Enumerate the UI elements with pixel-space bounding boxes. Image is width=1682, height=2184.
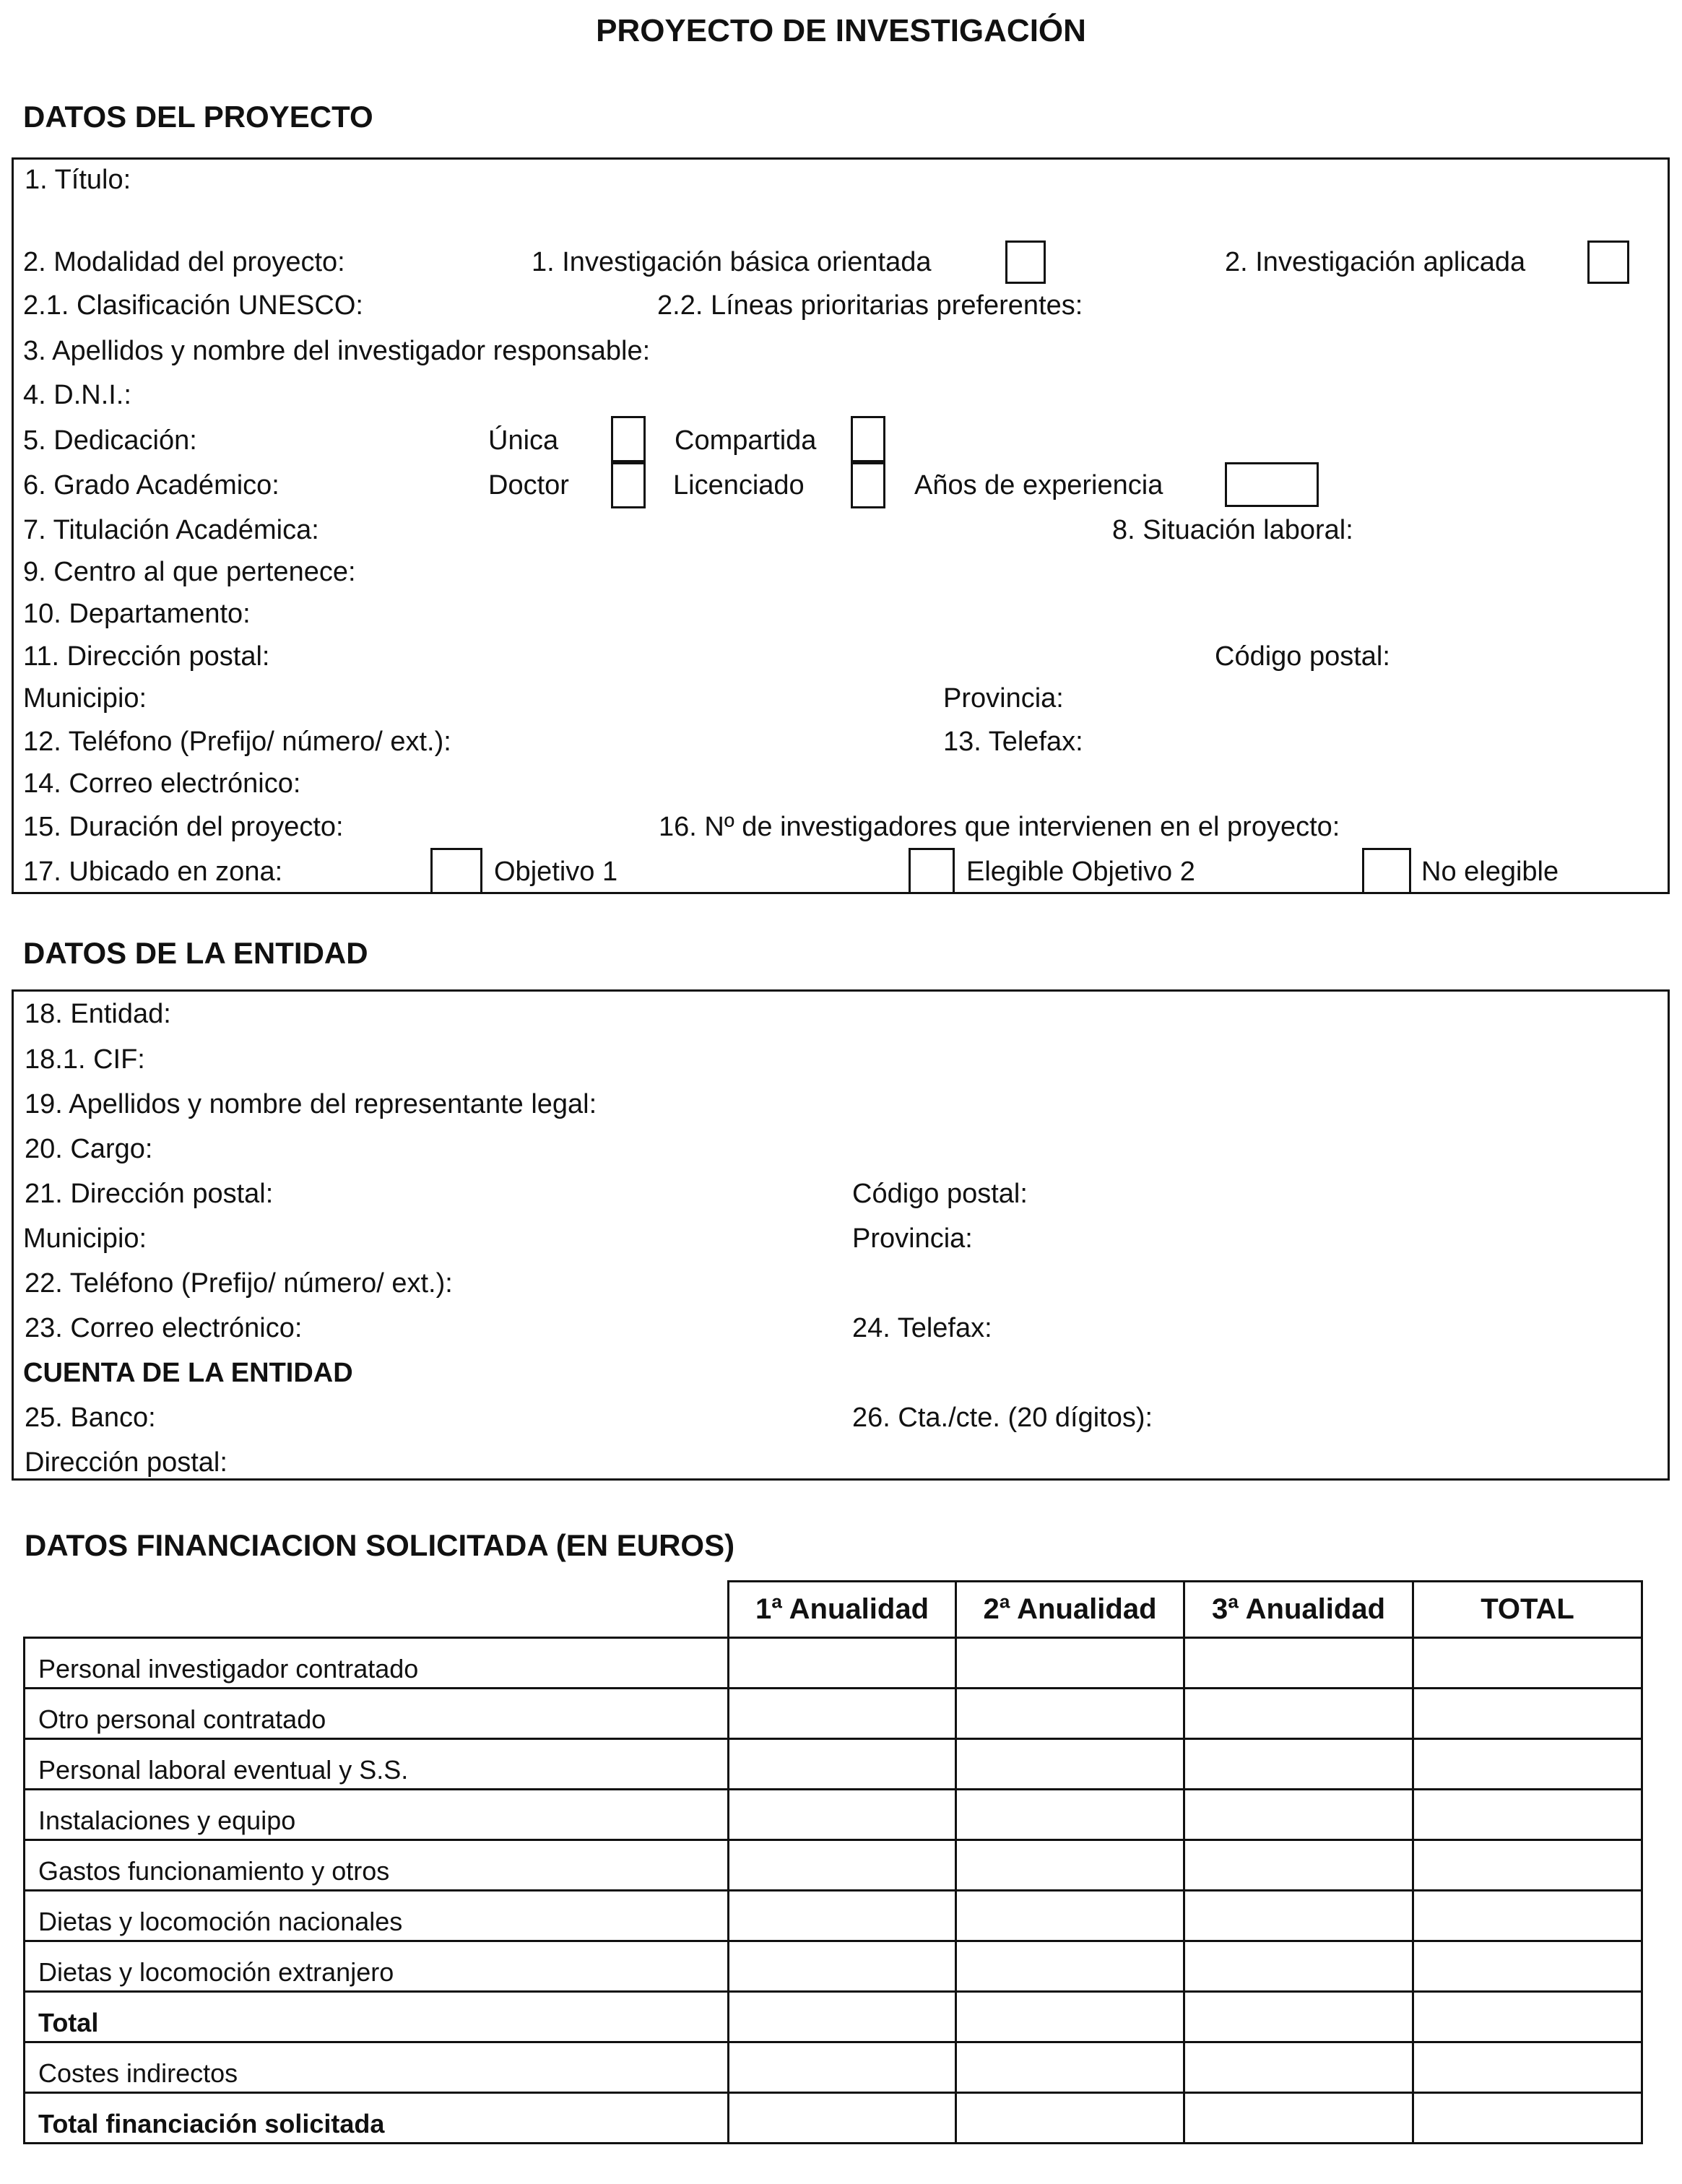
column-header: 2ª Anualidad	[956, 1582, 1184, 1638]
option-no-elegible-label: No elegible	[1421, 857, 1559, 887]
amount-cell[interactable]	[1184, 1840, 1413, 1891]
page-title: PROYECTO DE INVESTIGACIÓN	[596, 13, 1086, 48]
amount-cell[interactable]	[729, 1739, 956, 1790]
amount-cell[interactable]	[1184, 1941, 1413, 1992]
checkbox-objetivo1[interactable]	[430, 848, 482, 894]
option-unica-label: Única	[488, 425, 559, 456]
field-telefono[interactable]: 12. Teléfono (Prefijo/ número/ ext.):	[23, 727, 451, 757]
checkbox-doctor[interactable]	[611, 462, 646, 508]
field-entidad-direccion[interactable]: 21. Dirección postal:	[25, 1179, 274, 1209]
field-titulo[interactable]: 1. Título:	[25, 165, 131, 195]
header-blank	[25, 1582, 729, 1638]
table-row	[25, 1992, 1642, 2042]
checkbox-basica[interactable]	[1005, 240, 1046, 284]
field-titulacion[interactable]: 7. Titulación Académica:	[23, 515, 319, 545]
field-correo[interactable]: 14. Correo electrónico:	[23, 768, 301, 799]
financiacion-table	[23, 1580, 1643, 2144]
amount-cell[interactable]	[1184, 1891, 1413, 1941]
checkbox-licenciado[interactable]	[851, 462, 885, 508]
row-label: Costes indirectos	[25, 2042, 729, 2093]
field-duracion[interactable]: 15. Duración del proyecto:	[23, 812, 344, 842]
amount-cell[interactable]	[956, 1840, 1184, 1891]
amount-cell[interactable]	[956, 1992, 1184, 2042]
field-modalidad: 2. Modalidad del proyecto:	[23, 247, 345, 277]
row-label: Otro personal contratado	[25, 1689, 729, 1739]
amount-cell[interactable]	[1413, 1638, 1642, 1689]
checkbox-unica[interactable]	[611, 416, 646, 462]
table-row	[25, 1638, 1642, 1689]
field-num-investigadores[interactable]: 16. Nº de investigadores que intervienen en el proyecto:	[659, 812, 1340, 842]
amount-cell[interactable]	[1413, 1790, 1642, 1840]
amount-cell[interactable]	[956, 1739, 1184, 1790]
option-compartida-label: Compartida	[675, 425, 817, 456]
amount-cell[interactable]	[1413, 2042, 1642, 2093]
amount-cell[interactable]	[1413, 1941, 1642, 1992]
option-basica-label: 1. Investigación básica orientada	[532, 247, 932, 277]
field-entidad-provincia[interactable]: Provincia:	[852, 1223, 973, 1254]
amount-cell[interactable]	[1413, 1992, 1642, 2042]
row-label: Personal laboral eventual y S.S.	[25, 1739, 729, 1790]
amount-cell[interactable]	[956, 1689, 1184, 1739]
field-provincia[interactable]: Provincia:	[943, 683, 1064, 714]
table-row	[25, 1689, 1642, 1739]
field-banco[interactable]: 25. Banco:	[25, 1403, 156, 1433]
amount-cell[interactable]	[729, 1689, 956, 1739]
amount-cell[interactable]	[956, 2042, 1184, 2093]
amount-cell[interactable]	[729, 1891, 956, 1941]
amount-cell[interactable]	[1413, 2093, 1642, 2144]
input-anios-experiencia[interactable]	[1225, 462, 1319, 507]
cuenta-heading: CUENTA DE LA ENTIDAD	[23, 1358, 353, 1388]
amount-cell[interactable]	[1413, 1739, 1642, 1790]
field-cargo[interactable]: 20. Cargo:	[25, 1134, 153, 1164]
table-row	[25, 2042, 1642, 2093]
field-anios-label: Años de experiencia	[914, 470, 1163, 500]
amount-cell[interactable]	[1184, 1790, 1413, 1840]
row-label: Dietas y locomoción extranjero	[25, 1941, 729, 1992]
field-cif[interactable]: 18.1. CIF:	[25, 1044, 145, 1075]
row-label-total: Total	[25, 1992, 729, 2042]
entidad-frame	[12, 989, 1670, 1481]
field-telefax[interactable]: 13. Telefax:	[943, 727, 1083, 757]
field-entidad-codigo-postal[interactable]: Código postal:	[852, 1179, 1028, 1209]
amount-cell[interactable]	[1184, 2042, 1413, 2093]
table-row	[25, 2093, 1642, 2144]
amount-cell[interactable]	[956, 1638, 1184, 1689]
column-header: 3ª Anualidad	[1184, 1582, 1413, 1638]
option-objetivo2-label: Elegible Objetivo 2	[966, 857, 1195, 887]
field-entidad-correo[interactable]: 23. Correo electrónico:	[25, 1313, 303, 1343]
field-grado: 6. Grado Académico:	[23, 470, 279, 500]
row-label: Dietas y locomoción nacionales	[25, 1891, 729, 1941]
option-objetivo1-label: Objetivo 1	[494, 857, 618, 887]
amount-cell[interactable]	[729, 1840, 956, 1891]
field-cta[interactable]: 26. Cta./cte. (20 dígitos):	[852, 1403, 1153, 1433]
field-entidad-telefono[interactable]: 22. Teléfono (Prefijo/ número/ ext.):	[25, 1268, 453, 1299]
field-apellidos[interactable]: 3. Apellidos y nombre del investigador responsable:	[23, 336, 651, 366]
option-doctor-label: Doctor	[488, 470, 569, 500]
amount-cell[interactable]	[1184, 1739, 1413, 1790]
field-unesco[interactable]: 2.1. Clasificación UNESCO:	[23, 290, 363, 321]
table-row	[25, 1840, 1642, 1891]
table-row	[25, 1790, 1642, 1840]
amount-cell[interactable]	[956, 1790, 1184, 1840]
amount-cell[interactable]	[729, 1638, 956, 1689]
field-departamento[interactable]: 10. Departamento:	[23, 599, 251, 629]
row-label: Personal investigador contratado	[25, 1638, 729, 1689]
field-codigo-postal[interactable]: Código postal:	[1215, 641, 1390, 672]
amount-cell[interactable]	[1184, 1638, 1413, 1689]
table-row	[25, 1941, 1642, 1992]
column-header: TOTAL	[1413, 1582, 1642, 1638]
amount-cell[interactable]	[1413, 1840, 1642, 1891]
field-municipio[interactable]: Municipio:	[23, 683, 147, 714]
amount-cell[interactable]	[1184, 1689, 1413, 1739]
section-heading-entidad: DATOS DE LA ENTIDAD	[23, 936, 368, 970]
field-lineas[interactable]: 2.2. Líneas prioritarias preferentes:	[657, 290, 1083, 321]
table-header-row	[25, 1582, 1642, 1638]
field-ubicado: 17. Ubicado en zona:	[23, 857, 283, 887]
amount-cell[interactable]	[1413, 1891, 1642, 1941]
amount-cell[interactable]	[956, 2093, 1184, 2144]
checkbox-aplicada[interactable]	[1587, 240, 1629, 284]
field-dni[interactable]: 4. D.N.I.:	[23, 380, 131, 410]
checkbox-compartida[interactable]	[851, 416, 885, 462]
amount-cell[interactable]	[729, 1992, 956, 2042]
field-centro[interactable]: 9. Centro al que pertenece:	[23, 557, 356, 587]
checkbox-objetivo2[interactable]	[909, 848, 955, 894]
amount-cell[interactable]	[1184, 2093, 1413, 2144]
option-licenciado-label: Licenciado	[673, 470, 805, 500]
row-label-total-financiacion: Total financiación solicitada	[25, 2093, 729, 2144]
table-row	[25, 1891, 1642, 1941]
field-representante[interactable]: 19. Apellidos y nombre del representante legal:	[25, 1089, 597, 1119]
checkbox-no-elegible[interactable]	[1362, 848, 1411, 894]
field-situacion[interactable]: 8. Situación laboral:	[1112, 515, 1353, 545]
column-header: 1ª Anualidad	[729, 1582, 956, 1638]
amount-cell[interactable]	[729, 1941, 956, 1992]
field-dedicacion: 5. Dedicación:	[23, 425, 197, 456]
field-direccion[interactable]: 11. Dirección postal:	[23, 641, 270, 672]
amount-cell[interactable]	[729, 2042, 956, 2093]
row-label: Gastos funcionamiento y otros	[25, 1840, 729, 1891]
amount-cell[interactable]	[1413, 1689, 1642, 1739]
field-banco-direccion[interactable]: Dirección postal:	[25, 1447, 227, 1478]
field-entidad[interactable]: 18. Entidad:	[25, 999, 171, 1029]
field-entidad-telefax[interactable]: 24. Telefax:	[852, 1313, 992, 1343]
amount-cell[interactable]	[729, 1790, 956, 1840]
amount-cell[interactable]	[956, 1941, 1184, 1992]
amount-cell[interactable]	[956, 1891, 1184, 1941]
amount-cell[interactable]	[729, 2093, 956, 2144]
row-label: Instalaciones y equipo	[25, 1790, 729, 1840]
field-entidad-municipio[interactable]: Municipio:	[23, 1223, 147, 1254]
section-heading-proyecto: DATOS DEL PROYECTO	[23, 100, 373, 134]
section-heading-financiacion: DATOS FINANCIACION SOLICITADA (EN EUROS)	[25, 1528, 735, 1562]
amount-cell[interactable]	[1184, 1992, 1413, 2042]
table-row	[25, 1739, 1642, 1790]
option-aplicada-label: 2. Investigación aplicada	[1225, 247, 1526, 277]
